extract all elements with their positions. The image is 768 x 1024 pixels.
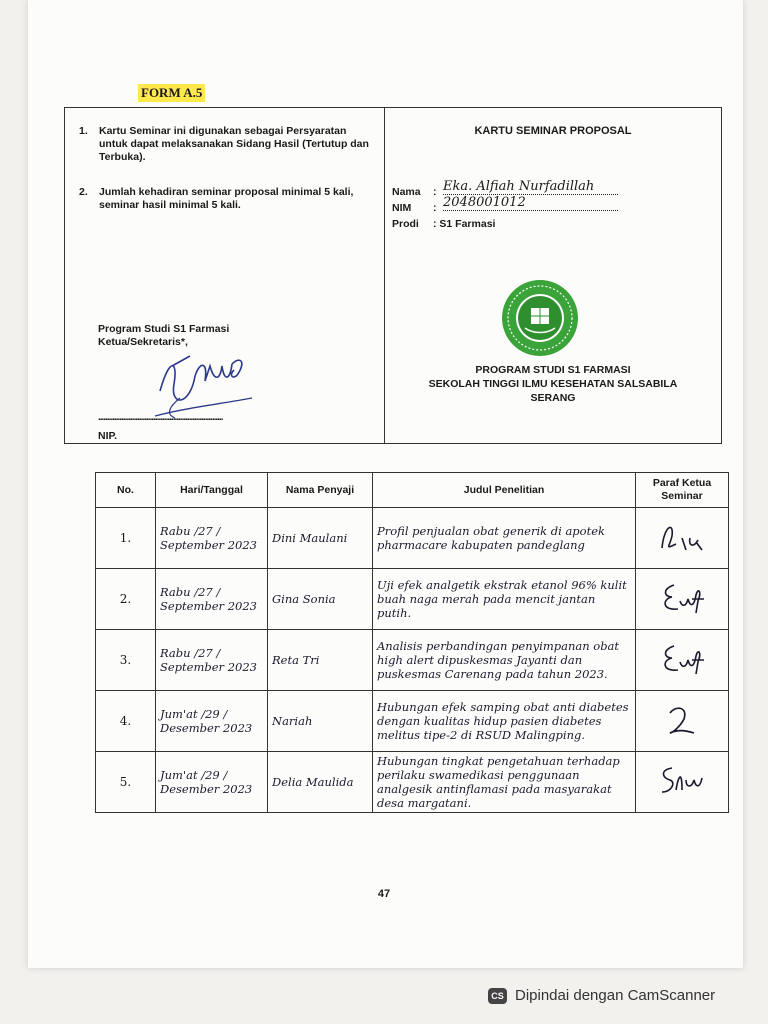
page-number: 47 [377, 888, 391, 900]
row-title: Profil penjualan obat generik di apotek pharmacare kabupaten pandeglang [377, 524, 605, 552]
row-presenter: Dini Maulani [272, 531, 348, 545]
nama-label: Nama [392, 186, 421, 198]
row-presenter: Nariah [272, 714, 313, 728]
signatory-role: Ketua/Sekretaris*, [98, 336, 188, 348]
paraf-signature [652, 760, 712, 800]
row-title: Uji efek analgetik ekstrak etanol 96% kulit buah naga merah pada mencit jantan putih. [377, 578, 627, 620]
header-date: Hari/Tanggal [156, 473, 268, 508]
nama-value: Eka. Alfiah Nurfadillah [443, 181, 618, 195]
paraf-signature [652, 577, 712, 617]
prodi-label: Prodi [392, 218, 419, 230]
row-date: Rabu /27 / September 2023 [160, 646, 257, 674]
form-label: FORM A.5 [138, 84, 205, 102]
row-title: Hubungan tingkat pengetahuan terhadap perilaku swamedikasi penggunaan analgesik antinflamasi pada masyarakat desa margatani. [377, 754, 620, 810]
rule-number: 2. [79, 186, 88, 198]
table-row [96, 630, 729, 691]
row-no: 2. [96, 569, 156, 630]
signatory-program: Program Studi S1 Farmasi [98, 323, 230, 335]
seminar-card [64, 107, 722, 444]
row-date: Jum'at /29 / Desember 2023 [160, 768, 253, 796]
nim-colon: : [433, 202, 437, 214]
scanner-text: Dipindai dengan CamScanner [515, 987, 716, 1004]
table-row [96, 691, 729, 752]
paraf-signature [652, 516, 712, 556]
nim-label: NIM [392, 202, 412, 214]
card-title: KARTU SEMINAR PROPOSAL [474, 125, 632, 137]
header-no: No. [96, 473, 156, 508]
row-title: Analisis perbandingan penyimpanan obat high alert dipuskesmas Jayanti dan puskesmas Carenang pada tahun 2023. [377, 639, 620, 681]
paraf-signature [652, 699, 712, 739]
institution-name [385, 363, 721, 405]
card-left-panel [65, 108, 385, 443]
row-presenter: Delia Maulida [272, 775, 354, 789]
header-presenter: Nama Penyaji [268, 473, 373, 508]
institution-line-1: PROGRAM STUDI S1 FARMASI [475, 364, 631, 376]
table-row [96, 569, 729, 630]
table-header-row [96, 473, 729, 508]
card-right-panel [385, 108, 721, 443]
institution-logo-icon [495, 278, 585, 358]
institution-line-3: SERANG [530, 392, 576, 404]
nama-colon: : [433, 186, 437, 198]
institution-line-2: SEKOLAH TINGGI ILMU KESEHATAN SALSABILA [428, 378, 678, 390]
rule-number: 1. [79, 125, 88, 137]
row-no: 3. [96, 630, 156, 691]
nim-value: 2048001012 [443, 197, 618, 211]
signature-line: ...................................................................... [98, 412, 223, 423]
row-presenter: Reta Tri [272, 653, 320, 667]
row-no: 4. [96, 691, 156, 752]
row-date: Jum'at /29 / Desember 2023 [160, 707, 253, 735]
header-paraf: Paraf Ketua Seminar [636, 473, 729, 508]
scanner-watermark [488, 987, 715, 1004]
table-row [96, 752, 729, 813]
rule-text: Kartu Seminar ini digunakan sebagai Persyaratan untuk dapat melaksanakan Sidang Hasil (Tertutup dan Terbuka). [99, 125, 369, 163]
prodi-value: : S1 Farmasi [433, 218, 496, 230]
rule-text: Jumlah kehadiran seminar proposal minimal 5 kali, seminar hasil minimal 5 kali. [99, 186, 354, 211]
header-title: Judul Penelitian [373, 473, 636, 508]
camscanner-icon: CS [488, 988, 507, 1004]
row-no: 1. [96, 508, 156, 569]
paraf-signature [652, 638, 712, 678]
row-date: Rabu /27 / September 2023 [160, 585, 257, 613]
row-title: Hubungan efek samping obat anti diabetes dengan kualitas hidup pasien diabetes melitus tipe-2 di RSUD Malingping. [377, 700, 629, 742]
row-date: Rabu /27 / September 2023 [160, 524, 257, 552]
row-presenter: Gina Sonia [272, 592, 336, 606]
table-row [96, 508, 729, 569]
head-signature [150, 336, 255, 421]
row-no: 5. [96, 752, 156, 813]
attendance-table [95, 472, 729, 813]
nip-label: NIP. [98, 430, 118, 442]
